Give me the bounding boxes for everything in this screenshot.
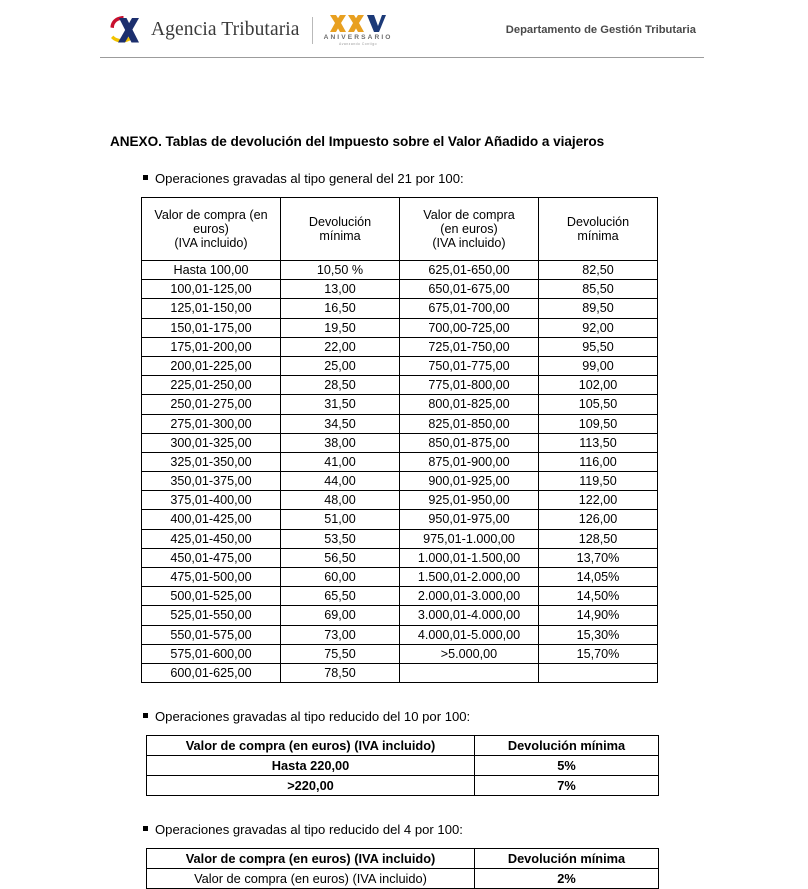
column-header-min-refund: Devolución mínima <box>475 849 659 869</box>
cell-min-refund: 7% <box>475 776 659 796</box>
anniversary-tagline: Avanzando Contigo <box>339 42 378 47</box>
cell-min-refund-1: 75,50 <box>281 644 400 663</box>
cell-purchase-value-1: 600,01-625,00 <box>142 663 281 682</box>
table-body <box>147 869 659 889</box>
cell-purchase-value-2: 1.000,01-1.500,00 <box>400 548 539 567</box>
cell-purchase-value-1: 225,01-250,00 <box>142 376 281 395</box>
table-row <box>142 337 658 356</box>
table-row <box>142 433 658 452</box>
section-heading-reduced-4-label: Operaciones gravadas al tipo reducido del 4 por 100: <box>155 822 463 838</box>
cell-min-refund: 2% <box>475 869 659 889</box>
table-header-row <box>147 736 659 756</box>
cell-purchase-value-2: 3.000,01-4.000,00 <box>400 606 539 625</box>
header-divider <box>100 57 704 58</box>
section-heading-reduced-10-label: Operaciones gravadas al tipo reducido del 10 por 100: <box>155 709 471 725</box>
table-row <box>142 280 658 299</box>
cell-purchase-value-1: 150,01-175,00 <box>142 318 281 337</box>
column-header-min-refund-1: Devolución mínima <box>281 198 400 261</box>
cell-min-refund-1: 69,00 <box>281 606 400 625</box>
table-row <box>147 869 659 889</box>
cell-purchase-value-1: 525,01-550,00 <box>142 606 281 625</box>
cell-purchase-value-2: 4.000,01-5.000,00 <box>400 625 539 644</box>
cell-purchase-value-1: 250,01-275,00 <box>142 395 281 414</box>
cell-purchase-value-1: 350,01-375,00 <box>142 472 281 491</box>
bullet-icon <box>143 175 148 180</box>
cell-purchase-value-2: 825,01-850,00 <box>400 414 539 433</box>
section-heading-reduced-4 <box>143 822 808 837</box>
table-body <box>147 756 659 796</box>
cell-min-refund-2 <box>539 663 658 682</box>
cell-purchase-value-1: 175,01-200,00 <box>142 337 281 356</box>
table-row <box>142 510 658 529</box>
cell-min-refund-1: 56,50 <box>281 548 400 567</box>
cell-purchase-value-1: 300,01-325,00 <box>142 433 281 452</box>
table-row <box>142 587 658 606</box>
logo-wordmark: Agencia Tributaria <box>151 19 300 41</box>
page-title: ANEXO. Tablas de devolución del Impuesto sobre el Valor Añadido a viajeros <box>110 134 605 149</box>
cell-min-refund-2: 126,00 <box>539 510 658 529</box>
cell-purchase-value-2: 850,01-875,00 <box>400 433 539 452</box>
cell-purchase-value-2: 725,01-750,00 <box>400 337 539 356</box>
cell-purchase-value-2: 750,01-775,00 <box>400 356 539 375</box>
cell-min-refund-1: 73,00 <box>281 625 400 644</box>
cell-min-refund-2: 92,00 <box>539 318 658 337</box>
cell-min-refund-2: 15,30% <box>539 625 658 644</box>
table-row <box>142 376 658 395</box>
document-content <box>0 134 808 889</box>
cell-min-refund-2: 13,70% <box>539 548 658 567</box>
table-row <box>142 606 658 625</box>
table-row <box>142 261 658 280</box>
cell-purchase-value-1: 475,01-500,00 <box>142 568 281 587</box>
table-row <box>142 491 658 510</box>
cell-min-refund-1: 31,50 <box>281 395 400 414</box>
table-row <box>142 299 658 318</box>
column-header-min-refund: Devolución mínima <box>475 736 659 756</box>
cell-purchase-value-2: 975,01-1.000,00 <box>400 529 539 548</box>
cell-purchase-value: >220,00 <box>147 776 475 796</box>
cell-purchase-value: Valor de compra (en euros) (IVA incluido) <box>147 869 475 889</box>
cell-purchase-value-1: 550,01-575,00 <box>142 625 281 644</box>
department-title: Departamento de Gestión Tributaria <box>505 24 696 36</box>
table-row <box>142 318 658 337</box>
cell-min-refund-1: 53,50 <box>281 529 400 548</box>
cell-min-refund-1: 44,00 <box>281 472 400 491</box>
cell-min-refund-1: 28,50 <box>281 376 400 395</box>
cell-min-refund-2: 95,50 <box>539 337 658 356</box>
cell-purchase-value-2: 675,01-700,00 <box>400 299 539 318</box>
cell-min-refund: 5% <box>475 756 659 776</box>
cell-purchase-value-1: 425,01-450,00 <box>142 529 281 548</box>
cell-min-refund-1: 13,00 <box>281 280 400 299</box>
cell-min-refund-2: 14,05% <box>539 568 658 587</box>
table-row <box>142 452 658 471</box>
cell-purchase-value-1: 200,01-225,00 <box>142 356 281 375</box>
cell-min-refund-2: 119,50 <box>539 472 658 491</box>
column-header-min-refund-2: Devolución mínima <box>539 198 658 261</box>
table-row <box>142 663 658 682</box>
logo-divider <box>312 17 313 44</box>
cell-purchase-value-2: >5.000,00 <box>400 644 539 663</box>
cell-purchase-value-2: 875,01-900,00 <box>400 452 539 471</box>
cell-purchase-value-2: 625,01-650,00 <box>400 261 539 280</box>
cell-min-refund-2: 105,50 <box>539 395 658 414</box>
cell-purchase-value-1: 500,01-525,00 <box>142 587 281 606</box>
table-row <box>142 548 658 567</box>
cell-min-refund-1: 78,50 <box>281 663 400 682</box>
cell-purchase-value-2 <box>400 663 539 682</box>
cell-min-refund-1: 65,50 <box>281 587 400 606</box>
section-heading-general-21-label: Operaciones gravadas al tipo general del 21 por 100: <box>155 171 464 186</box>
table-header-row <box>142 198 658 261</box>
cell-purchase-value-2: 700,00-725,00 <box>400 318 539 337</box>
column-header-purchase-value-2: Valor de compra (en euros) (IVA incluido) <box>400 198 539 261</box>
cell-min-refund-2: 99,00 <box>539 356 658 375</box>
cell-min-refund-2: 113,50 <box>539 433 658 452</box>
table-row <box>142 568 658 587</box>
page-header <box>0 0 808 68</box>
cell-min-refund-2: 15,70% <box>539 644 658 663</box>
cell-purchase-value-1: 375,01-400,00 <box>142 491 281 510</box>
cell-purchase-value-2: 650,01-675,00 <box>400 280 539 299</box>
cell-purchase-value-2: 775,01-800,00 <box>400 376 539 395</box>
anniversary-label: ANIVERSARIO <box>323 34 393 42</box>
cell-min-refund-1: 51,00 <box>281 510 400 529</box>
cell-min-refund-1: 41,00 <box>281 452 400 471</box>
table-row <box>142 356 658 375</box>
cell-min-refund-2: 128,50 <box>539 529 658 548</box>
agencia-tributaria-logo <box>108 14 300 47</box>
cell-min-refund-1: 25,00 <box>281 356 400 375</box>
cell-purchase-value-1: 125,01-150,00 <box>142 299 281 318</box>
cell-purchase-value-2: 800,01-825,00 <box>400 395 539 414</box>
column-header-purchase-value: Valor de compra (en euros) (IVA incluido) <box>147 849 475 869</box>
cell-purchase-value-1: Hasta 100,00 <box>142 261 281 280</box>
table-row <box>147 756 659 776</box>
cell-min-refund-1: 16,50 <box>281 299 400 318</box>
cell-min-refund-2: 102,00 <box>539 376 658 395</box>
cell-min-refund-2: 82,50 <box>539 261 658 280</box>
cell-purchase-value-1: 325,01-350,00 <box>142 452 281 471</box>
section-heading-reduced-10 <box>143 709 808 724</box>
cell-min-refund-2: 109,50 <box>539 414 658 433</box>
cell-min-refund-1: 60,00 <box>281 568 400 587</box>
cell-min-refund-1: 19,50 <box>281 318 400 337</box>
cell-purchase-value-1: 575,01-600,00 <box>142 644 281 663</box>
cell-min-refund-2: 14,50% <box>539 587 658 606</box>
cell-min-refund-2: 116,00 <box>539 452 658 471</box>
cell-purchase-value-1: 400,01-425,00 <box>142 510 281 529</box>
cell-purchase-value-2: 1.500,01-2.000,00 <box>400 568 539 587</box>
bullet-icon <box>143 826 148 831</box>
cell-min-refund-2: 122,00 <box>539 491 658 510</box>
cell-purchase-value-2: 2.000,01-3.000,00 <box>400 587 539 606</box>
cell-min-refund-2: 89,50 <box>539 299 658 318</box>
cell-min-refund-2: 14,90% <box>539 606 658 625</box>
table-row <box>142 414 658 433</box>
table-body <box>142 261 658 683</box>
section-heading-general-21 <box>143 171 808 186</box>
xxv-roman-numeral-icon <box>329 14 387 33</box>
table-row <box>142 395 658 414</box>
cell-min-refund-1: 10,50 % <box>281 261 400 280</box>
cell-min-refund-1: 22,00 <box>281 337 400 356</box>
cell-min-refund-1: 48,00 <box>281 491 400 510</box>
vat-refund-table-21 <box>141 197 658 683</box>
table-row <box>142 529 658 548</box>
cell-min-refund-2: 85,50 <box>539 280 658 299</box>
cell-purchase-value-1: 275,01-300,00 <box>142 414 281 433</box>
anniversary-logo <box>324 13 393 47</box>
bullet-icon <box>143 713 148 718</box>
agencia-tributaria-emblem-icon <box>108 14 142 47</box>
table-row <box>142 644 658 663</box>
cell-purchase-value: Hasta 220,00 <box>147 756 475 776</box>
column-header-purchase-value-1: Valor de compra (en euros) (IVA incluido) <box>142 198 281 261</box>
cell-min-refund-1: 34,50 <box>281 414 400 433</box>
cell-purchase-value-1: 100,01-125,00 <box>142 280 281 299</box>
cell-purchase-value-2: 925,01-950,00 <box>400 491 539 510</box>
table-header-row <box>147 849 659 869</box>
vat-refund-table-10 <box>146 735 659 796</box>
cell-purchase-value-2: 950,01-975,00 <box>400 510 539 529</box>
cell-purchase-value-2: 900,01-925,00 <box>400 472 539 491</box>
table-row <box>142 472 658 491</box>
table-row <box>147 776 659 796</box>
cell-min-refund-1: 38,00 <box>281 433 400 452</box>
cell-purchase-value-1: 450,01-475,00 <box>142 548 281 567</box>
table-row <box>142 625 658 644</box>
column-header-purchase-value: Valor de compra (en euros) (IVA incluido) <box>147 736 475 756</box>
